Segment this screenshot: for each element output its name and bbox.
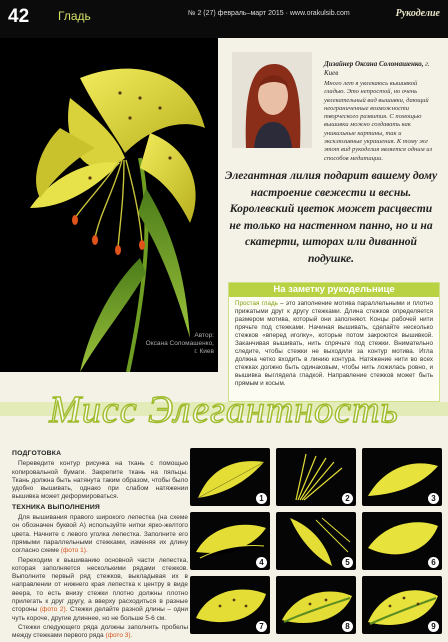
issue-info: № 2 (27) февраль–март 2015 · www.orakulsib.com	[188, 10, 350, 17]
tip-title: На заметку рукодельнице	[229, 283, 439, 297]
author-portrait	[232, 52, 312, 148]
technique-paragraph-3: Стежки следующего ряда должны заполнить пробелы между стежками первого ряда (фото 3).	[12, 623, 188, 640]
prep-heading: ПОДГОТОВКА	[12, 450, 62, 457]
technique-heading: ТЕХНИКА ВЫПОЛНЕНИЯ	[12, 503, 101, 511]
step-photo-1: 1	[190, 448, 270, 506]
svg-text:Мисс Элегантность: Мисс Элегантность	[49, 389, 399, 431]
page-header	[0, 0, 448, 38]
author-box	[232, 46, 436, 162]
photo-caption: Автор: Оксана Соломашенко, г. Киев	[145, 332, 214, 355]
lead-paragraph: Элегантная лилия подарит вашему дому настроение свежести и весны. Королевский цветок может расцвести не только на настенном панно, но и на скатерти, шторах или диванной подушке.	[224, 169, 438, 265]
step-photo-6: 6	[362, 512, 442, 570]
lily-embroidery-photo	[0, 38, 218, 372]
tip-text: Простая гладь – это заполнение мотива параллельными и плотно прижатыми друг к другу стежками. Длина стежков определяется размером мотива, который они заполняют. Концы рабочей нити прячьте под стежками. Начиная вышивать, сделайте несколько стежков «вперед иголку», которые потом закроются вышивкой. Заканчивая вышивать, нить спрячьте под стежки. Внимательно следите, чтобы стежки не выходили за контур мотива. Игла должна четко входить в линию контура. Натяжение нити во всех стежках должно быть одинаковым, чтобы нить ложилась ровно, и вышивка выглядела гладкой. Направление стежков может быть прямым и косым.	[235, 300, 433, 387]
step-photo-4: 4	[190, 512, 270, 570]
technique-paragraph-1: Для вышивания правого широкого лепестка (на схеме он обозначен буквой А) используйте нитки ярко-желтого цвета. Начните с левого уголка лепестка. Заполните его прямыми параллельными стежками, изменяя их длину согласно схеме (фото 1).	[12, 514, 188, 555]
step-photo-grid	[190, 448, 444, 634]
step-photo-5: 5	[276, 512, 356, 570]
step-photo-9: 9	[362, 576, 442, 634]
page-number: 42	[8, 6, 30, 27]
lily-illustration	[0, 38, 218, 372]
author-quote: Много лет я увлекаюсь вышивкой гладью. Это непростой, но очень увлекательный вид вышивки, дающий неограниченные возможности творческого развития. С помощью вышивки можно создавать как уникальные картины, так и эксклюзивные украшения. К тому же этот вид рукоделия является одним из способов медитации.	[324, 80, 433, 162]
article-title	[0, 384, 448, 434]
author-name: Дизайнер Оксана Соломашенко, г. Киев	[324, 60, 430, 77]
step-photo-2: 2	[276, 448, 356, 506]
magazine-brand: Рукоделие	[395, 8, 440, 19]
step-photo-3: 3	[362, 448, 442, 506]
step-photo-8: 8	[276, 576, 356, 634]
section-name: Гладь	[58, 9, 91, 23]
technique-paragraph-2: Переходим к вышиванию основной части лепестка, которая заполняется несколькими рядами стежков. Выполните первый ряд стежков, выкладывая их в направлении от нижнего края лепестка к центру в виде веера, то есть внизу стежки плотно должны плотно прилегать к друг другу, а вверху расходиться в разные стороны (фото 2). Стежки делайте разной длины – одни чуть короче, другие длиннее, но не больше 5-6 см.	[12, 556, 188, 622]
step-photo-7: 7	[190, 576, 270, 634]
instructions-column	[12, 448, 188, 642]
prep-text: Переведите контур рисунка на ткань с помощью копировальной бумаги. Закрепите ткань на пяльцы. Ткань должна быть натянута таким образом, чтобы было удобно вышивать, однако при слабом натяжении вышивка может деформироваться.	[12, 460, 188, 501]
